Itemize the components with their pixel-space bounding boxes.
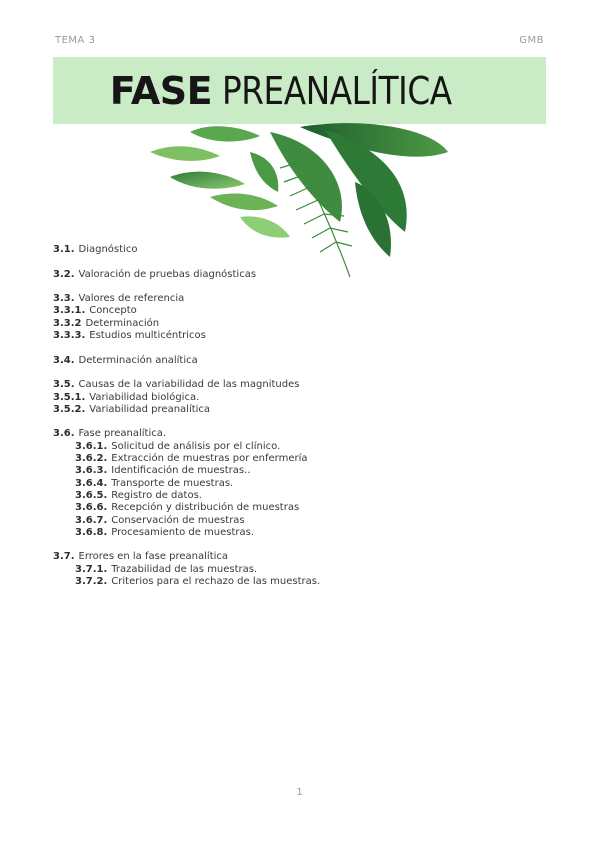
title-light-word: PREANALÍTICA	[222, 68, 452, 113]
header-topic: TEMA 3	[55, 35, 96, 46]
toc-entry	[53, 269, 533, 281]
toc-entry-number: 3.3.	[53, 293, 75, 305]
toc-entry-number: 3.2.	[53, 268, 75, 280]
toc-entry-title: Criterios para el rechazo de las muestras.	[111, 576, 321, 588]
toc-entry-number: 3.7.1.	[75, 563, 108, 575]
toc-entry	[53, 527, 533, 539]
toc-entry-title: Identificación de muestras..	[111, 465, 251, 477]
toc-entry-title: Procesamiento de muestras.	[111, 526, 255, 538]
toc-entry-title: Transporte de muestras.	[111, 477, 234, 489]
toc-entry-title: Determinación analítica	[78, 354, 198, 366]
toc-entry	[53, 379, 533, 391]
toc-entry	[53, 392, 533, 404]
page-number: 1	[296, 787, 303, 798]
header-initials: GMB	[519, 35, 544, 46]
toc-entry	[53, 502, 533, 514]
toc-entry	[53, 305, 533, 317]
toc-entry-number: 3.7.2.	[75, 576, 108, 588]
toc-entry-title: Errores en la fase preanalítica	[78, 551, 229, 563]
toc-entry	[53, 244, 533, 256]
toc-entry-number: 3.6.7.	[75, 514, 108, 526]
toc-entry-number: 3.7.	[53, 551, 75, 563]
toc-entry	[53, 355, 533, 367]
toc-entry-number: 3.5.2.	[53, 403, 86, 415]
toc-entry	[53, 478, 533, 490]
toc-section	[53, 428, 533, 539]
toc-entry-title: Valoración de pruebas diagnósticas	[78, 268, 257, 280]
toc-entry-number: 3.6.	[53, 428, 75, 440]
toc-entry-number: 3.6.2.	[75, 453, 108, 465]
title-bold-word: FASE	[109, 68, 213, 113]
toc-entry-number: 3.6.3.	[75, 465, 108, 477]
toc-entry	[53, 564, 533, 576]
toc-entry-title: Trazabilidad de las muestras.	[111, 563, 258, 575]
toc-entry-number: 3.6.5.	[75, 489, 108, 501]
toc-entry-title: Solicitud de análisis por el clínico.	[111, 440, 281, 452]
toc-entry-number: 3.6.4.	[75, 477, 108, 489]
toc-entry	[53, 551, 533, 563]
toc-entry-title: Causas de la variabilidad de las magnitudes	[78, 379, 300, 391]
toc-entry	[53, 318, 533, 330]
toc-entry-title: Determinación	[85, 317, 160, 329]
toc-entry-title: Valores de referencia	[78, 293, 185, 305]
toc-entry-number: 3.5.	[53, 379, 75, 391]
toc-entry-title: Recepción y distribución de muestras	[111, 502, 300, 514]
toc-entry	[53, 404, 533, 416]
toc-entry-title: Registro de datos.	[111, 489, 202, 501]
toc-entry-number: 3.3.1.	[53, 305, 86, 317]
table-of-contents	[53, 244, 533, 601]
toc-entry-title: Fase preanalítica.	[78, 428, 167, 440]
toc-section	[53, 551, 533, 588]
toc-entry-title: Extracción de muestras por enfermería	[111, 453, 308, 465]
toc-entry-number: 3.1.	[53, 244, 75, 255]
toc-entry-title: Diagnóstico	[78, 244, 138, 255]
toc-entry-title: Conservación de muestras	[111, 514, 245, 526]
toc-entry	[53, 441, 533, 453]
toc-entry	[53, 293, 533, 305]
toc-entry-number: 3.4.	[53, 354, 75, 366]
toc-section	[53, 355, 533, 367]
toc-entry	[53, 576, 533, 588]
toc-entry	[53, 515, 533, 527]
toc-entry-number: 3.5.1.	[53, 391, 86, 403]
toc-entry	[53, 490, 533, 502]
toc-entry	[53, 330, 533, 342]
toc-entry	[53, 453, 533, 465]
toc-entry-title: Variabilidad biológica.	[89, 391, 200, 403]
toc-section	[53, 244, 533, 256]
toc-entry-number: 3.6.1.	[75, 440, 108, 452]
toc-entry-number: 3.3.3.	[53, 330, 86, 342]
toc-entry	[53, 465, 533, 477]
toc-entry-title: Concepto	[89, 305, 137, 317]
title-banner	[53, 57, 546, 124]
toc-entry-title: Variabilidad preanalítica	[89, 403, 211, 415]
toc-entry	[53, 428, 533, 440]
toc-section	[53, 293, 533, 342]
toc-section	[53, 269, 533, 281]
toc-entry-number: 3.6.6.	[75, 502, 108, 514]
toc-section	[53, 379, 533, 416]
toc-entry-number: 3.3.2	[53, 317, 82, 329]
toc-entry-title: Estudios multicéntricos	[89, 330, 206, 342]
toc-entry-number: 3.6.8.	[75, 526, 108, 538]
